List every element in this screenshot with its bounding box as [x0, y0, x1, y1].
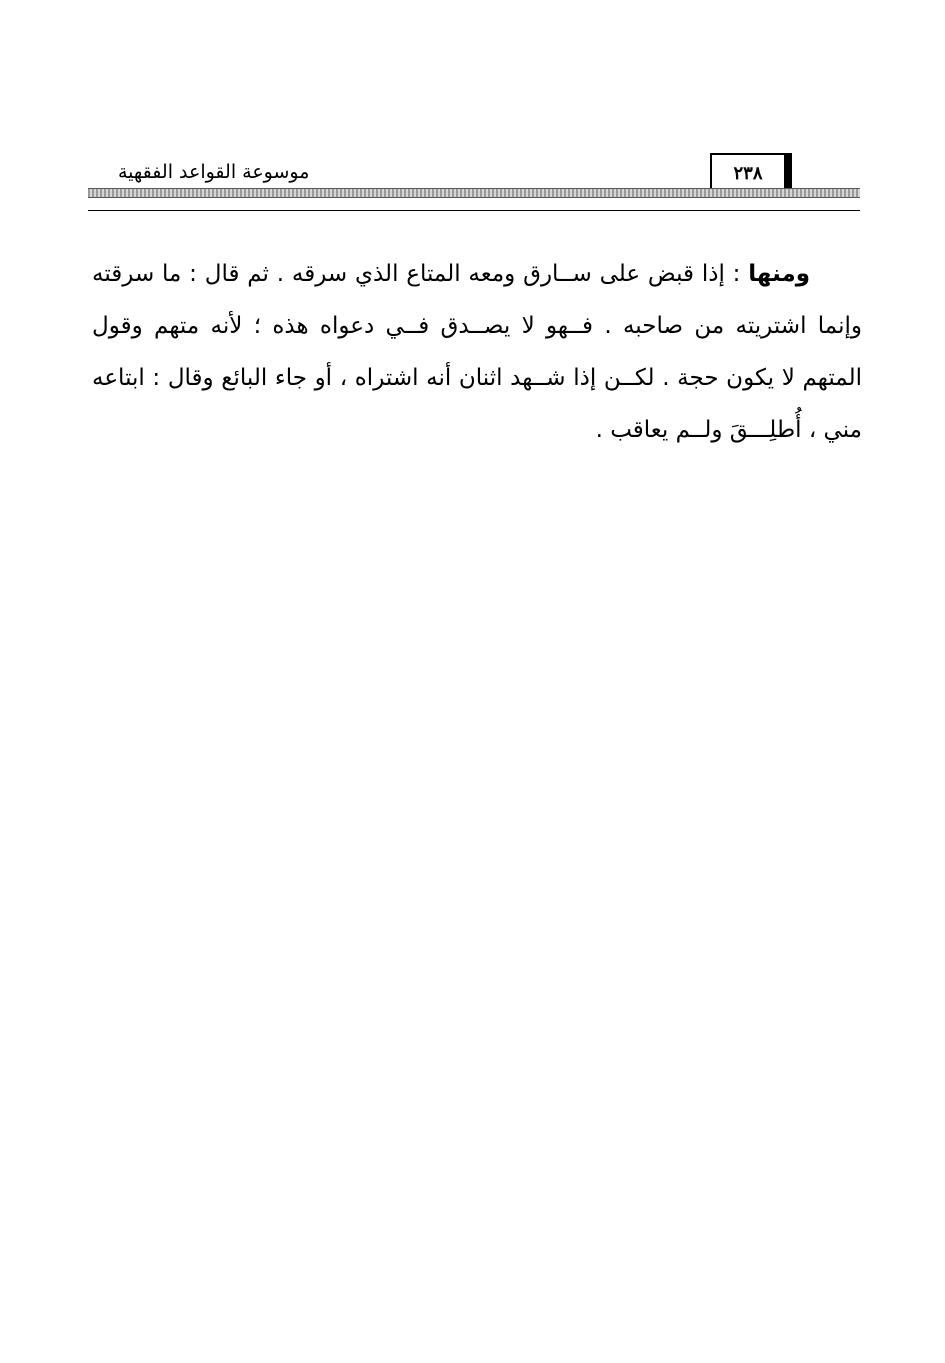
header-rule-line [88, 210, 860, 211]
paragraph [92, 248, 862, 456]
running-header [88, 150, 860, 215]
header-rule-band [88, 188, 860, 198]
paragraph-text: : إذا قبض على ســارق ومعه المتاع الذي سرقه . ثم قال : ما سرقته وإنما اشتريته من صاحبه . فــهو لا يصــدق فــي دعواه هذه ؛ لأنه متهم وقول المتهم لا يكون حجة . لكــن إذا شــهد اثنان أنه اشتراه ، أو جاء البائع وقال : ابتاعه مني ، أُطلِـــقَ ولــم يعاقب . [92, 261, 862, 443]
paragraph-lead-word: ومنها [748, 261, 810, 287]
page-number: ٢٣٨ [710, 153, 792, 195]
body-paragraph [92, 248, 862, 456]
book-title: موسوعة القواعد الفقهية [118, 161, 310, 183]
